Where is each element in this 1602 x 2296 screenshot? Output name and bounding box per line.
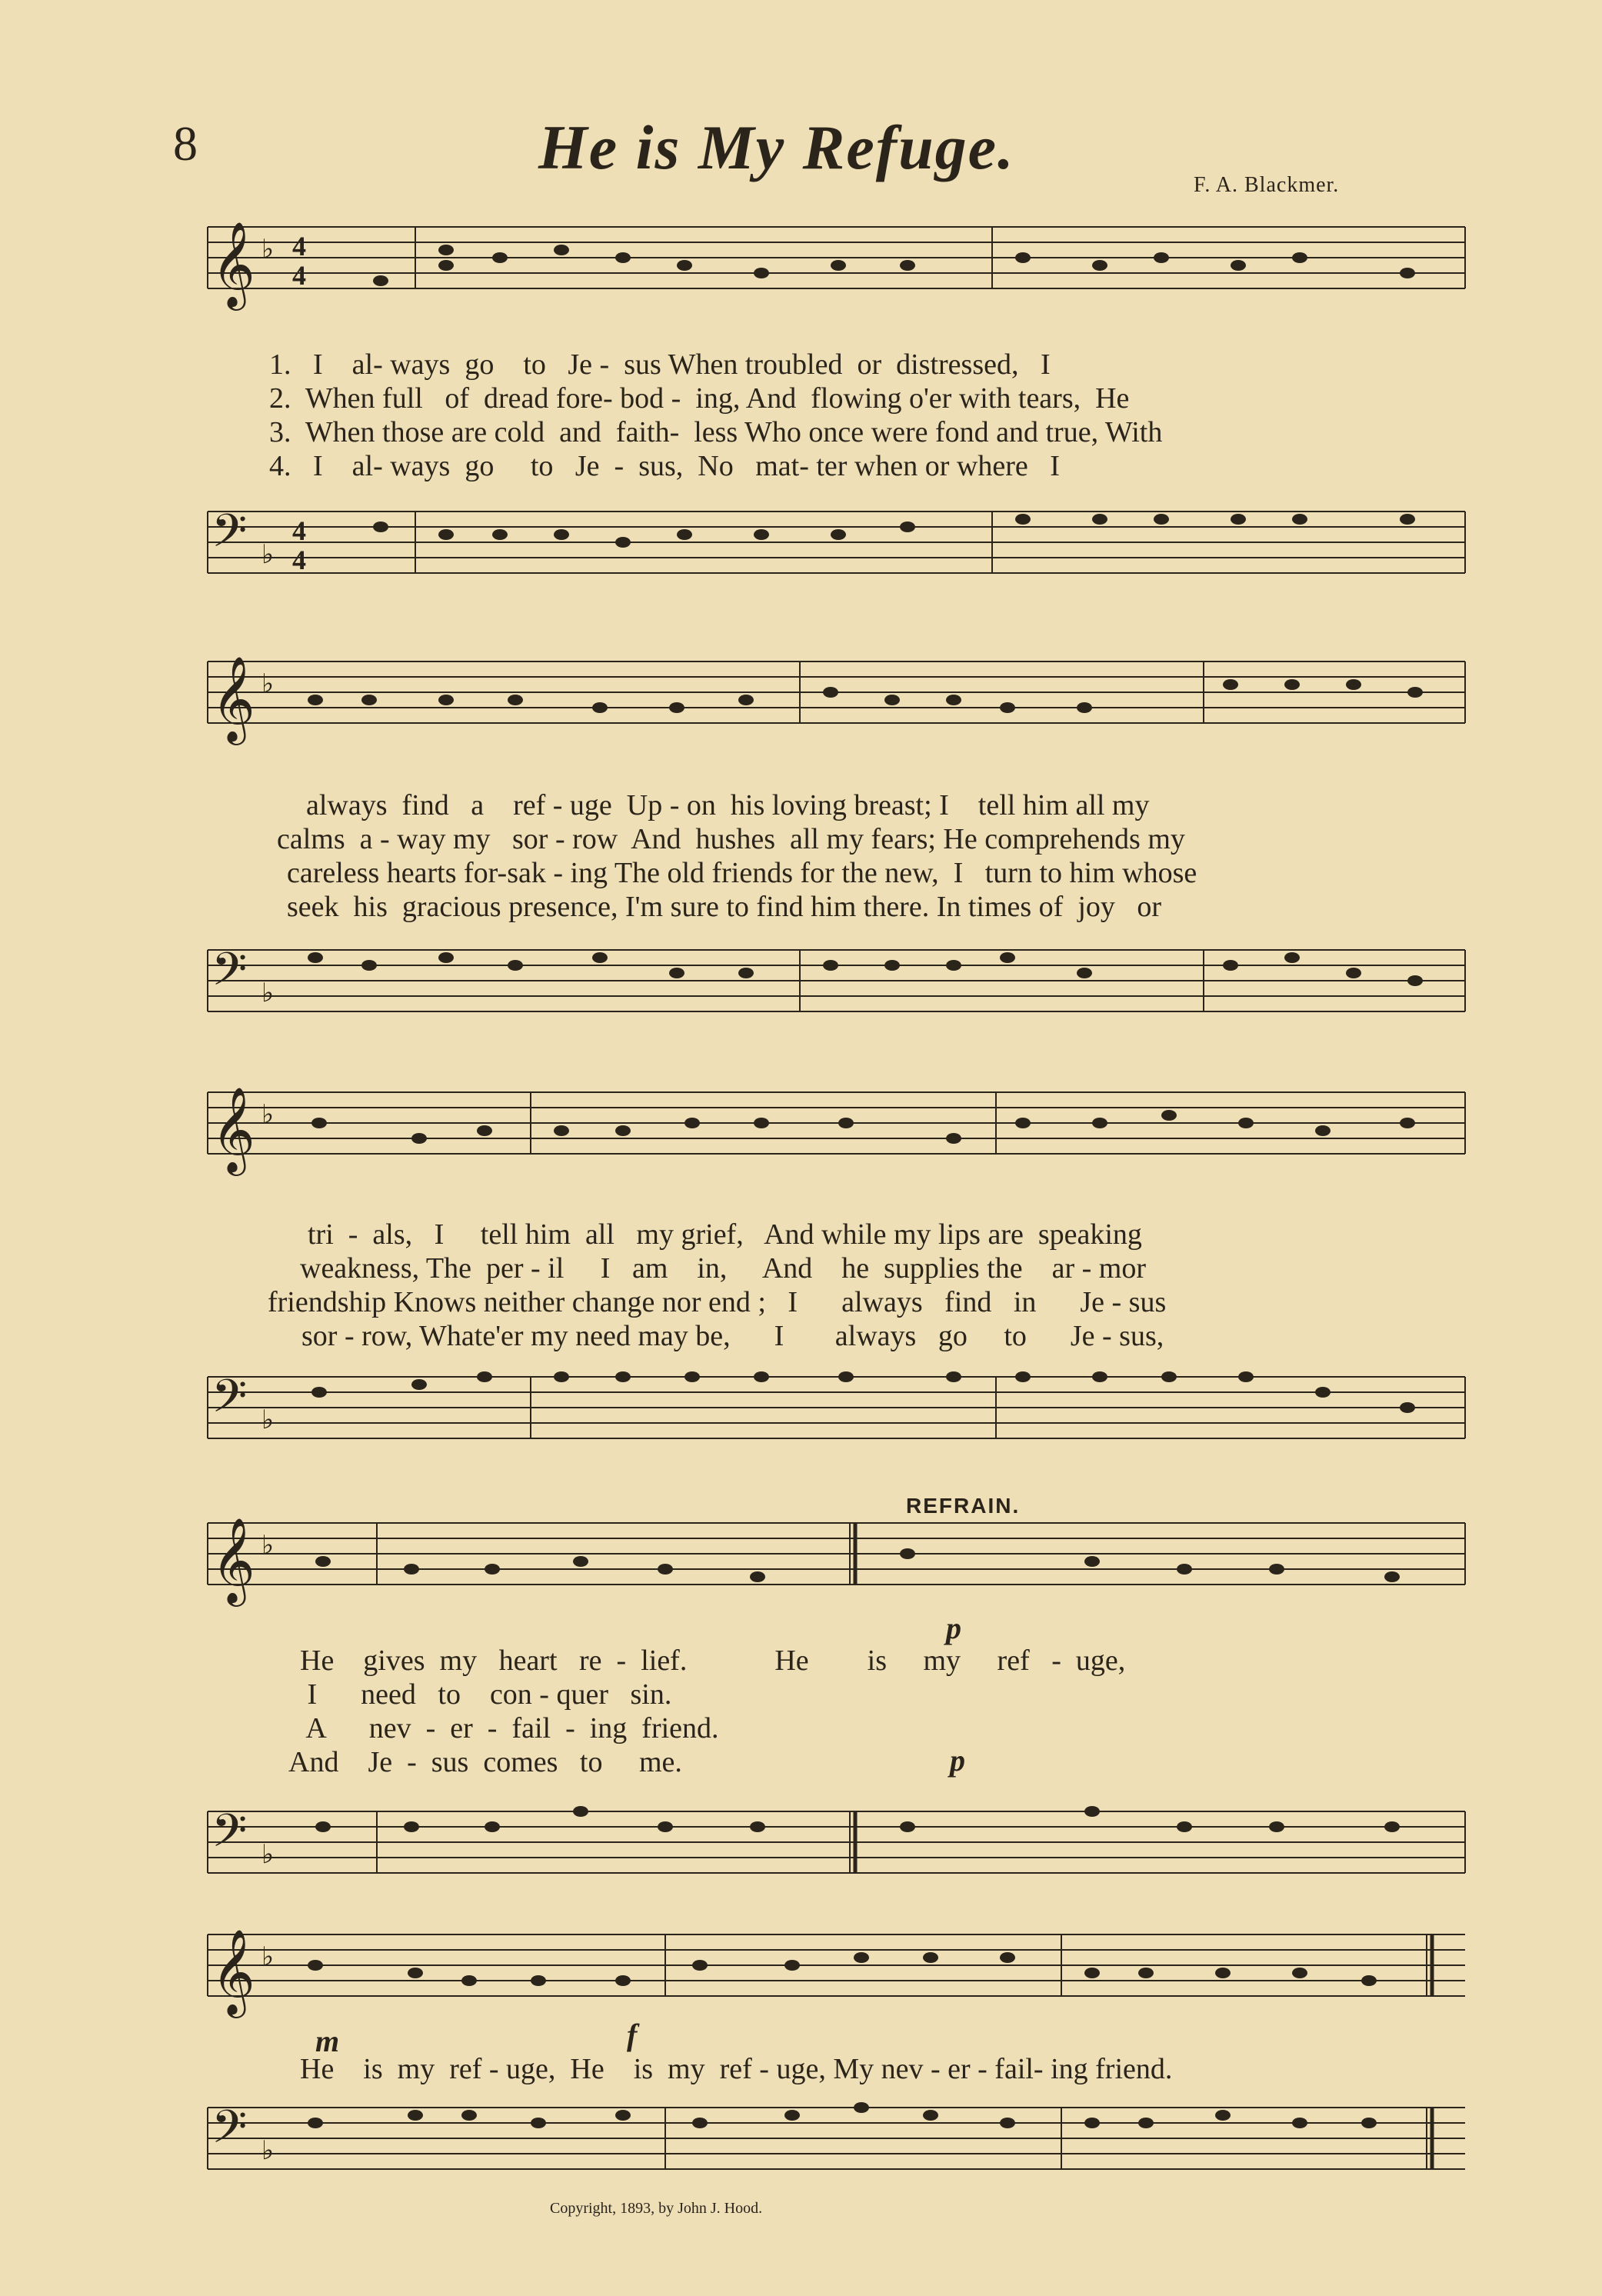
bass-staff-1 <box>192 500 1469 608</box>
composer-credit: F. A. Blackmer. <box>1194 173 1340 197</box>
lyric-verse-4: seek his gracious presence, I'm sure to find him there. In times of joy or <box>287 891 1162 923</box>
svg-text:♭: ♭ <box>261 1406 275 1435</box>
music-system-1 <box>192 215 1469 615</box>
lyric-verse-1: 1. I al- ways go to Je - sus When troubled or distressed, I <box>269 348 1051 381</box>
lyric-verse-3: 3. When those are cold and faith- less Who once were fond and true, With <box>269 416 1163 448</box>
lyric-verse-1: always find a ref - uge Up - on his loving breast; I tell him all my <box>306 789 1150 821</box>
svg-text:♭: ♭ <box>261 541 275 569</box>
bass-staff-3 <box>192 1365 1469 1481</box>
dynamic-mezzo: m <box>315 2024 340 2058</box>
refrain-label: REFRAIN. <box>906 1494 1021 1518</box>
music-system-4 <box>192 1511 1469 1911</box>
svg-text:4: 4 <box>292 515 306 546</box>
hymn-title: He is My Refuge. <box>538 112 1015 182</box>
svg-text:𝄢: 𝄢 <box>211 2102 248 2164</box>
bass-staff-2 <box>192 938 1469 1046</box>
lyric-verse-3: friendship Knows neither change nor end ; I always find in Je - sus <box>268 1286 1167 1318</box>
svg-text:𝄢: 𝄢 <box>211 506 248 568</box>
lyric-verse-3: careless hearts for-sak - ing The old friends for the new, I turn to him whose <box>287 857 1197 889</box>
music-system-3 <box>192 1081 1469 1481</box>
lyric-verse-4: sor - row, Whate'er my need may be, I always go to Je - sus, <box>301 1320 1164 1352</box>
svg-text:𝄞: 𝄞 <box>211 1931 255 2013</box>
svg-text:♭: ♭ <box>261 979 275 1008</box>
svg-text:♭: ♭ <box>261 1841 275 1869</box>
dynamic-piano-bass: p <box>950 1743 965 1778</box>
treble-staff-5 <box>192 1923 1469 2038</box>
treble-staff-3 <box>192 1081 1469 1196</box>
lyric-final-line: He is my ref - uge, He is my ref - uge, My nev - er - fail- ing friend. <box>300 2053 1173 2085</box>
svg-text:𝄢: 𝄢 <box>211 1806 248 1868</box>
svg-text:♭: ♭ <box>261 235 275 264</box>
lyric-verse-1: He gives my heart re - lief. He is my ref - uge, <box>300 1645 1126 1677</box>
lyric-verse-1: tri - als, I tell him all my grief, And while my lips are speaking <box>308 1218 1142 1251</box>
music-system-2 <box>192 650 1469 1050</box>
bass-staff-5 <box>192 2096 1469 2196</box>
svg-text:𝄞: 𝄞 <box>211 658 255 740</box>
lyric-verse-2: I need to con - quer sin. <box>300 1678 672 1711</box>
svg-text:4: 4 <box>292 545 306 575</box>
music-system-5 <box>192 1923 1469 2200</box>
svg-text:𝄞: 𝄞 <box>211 1088 255 1171</box>
svg-text:𝄞: 𝄞 <box>211 1519 255 1601</box>
svg-text:𝄞: 𝄞 <box>211 223 255 305</box>
svg-text:♭: ♭ <box>261 2137 275 2165</box>
dynamic-piano-treble: p <box>946 1611 961 1645</box>
bass-staff-4 <box>192 1800 1469 1908</box>
svg-text:♭: ♭ <box>261 670 275 698</box>
treble-staff-2 <box>192 650 1469 765</box>
lyric-verse-2: weakness, The per - il I am in, And he supplies the ar - mor <box>300 1252 1147 1285</box>
svg-text:♭: ♭ <box>261 1531 275 1560</box>
lyric-verse-3: A nev - er - fail - ing friend. <box>300 1712 719 1744</box>
svg-text:4: 4 <box>292 260 306 291</box>
dynamic-forte: f <box>627 2018 638 2052</box>
svg-text:𝄢: 𝄢 <box>211 945 248 1006</box>
lyric-verse-2: 2. When full of dread fore- bod - ing, And flowing o'er with tears, He <box>269 382 1130 415</box>
svg-text:𝄢: 𝄢 <box>211 1371 248 1433</box>
svg-text:4: 4 <box>292 231 306 262</box>
copyright-notice: Copyright, 1893, by John J. Hood. <box>550 2200 763 2217</box>
svg-text:♭: ♭ <box>261 1943 275 1971</box>
treble-staff-1 <box>192 215 1469 315</box>
treble-staff-4 <box>192 1511 1469 1627</box>
lyric-verse-4: And Je - sus comes to me. <box>288 1746 682 1778</box>
lyric-verse-2: calms a - way my sor - row And hushes all my fears; He comprehends my <box>277 823 1185 855</box>
lyric-verse-4: 4. I al- ways go to Je - sus, No mat- ter when or where I <box>269 450 1060 482</box>
svg-text:♭: ♭ <box>261 1101 275 1129</box>
page-number: 8 <box>173 116 198 171</box>
